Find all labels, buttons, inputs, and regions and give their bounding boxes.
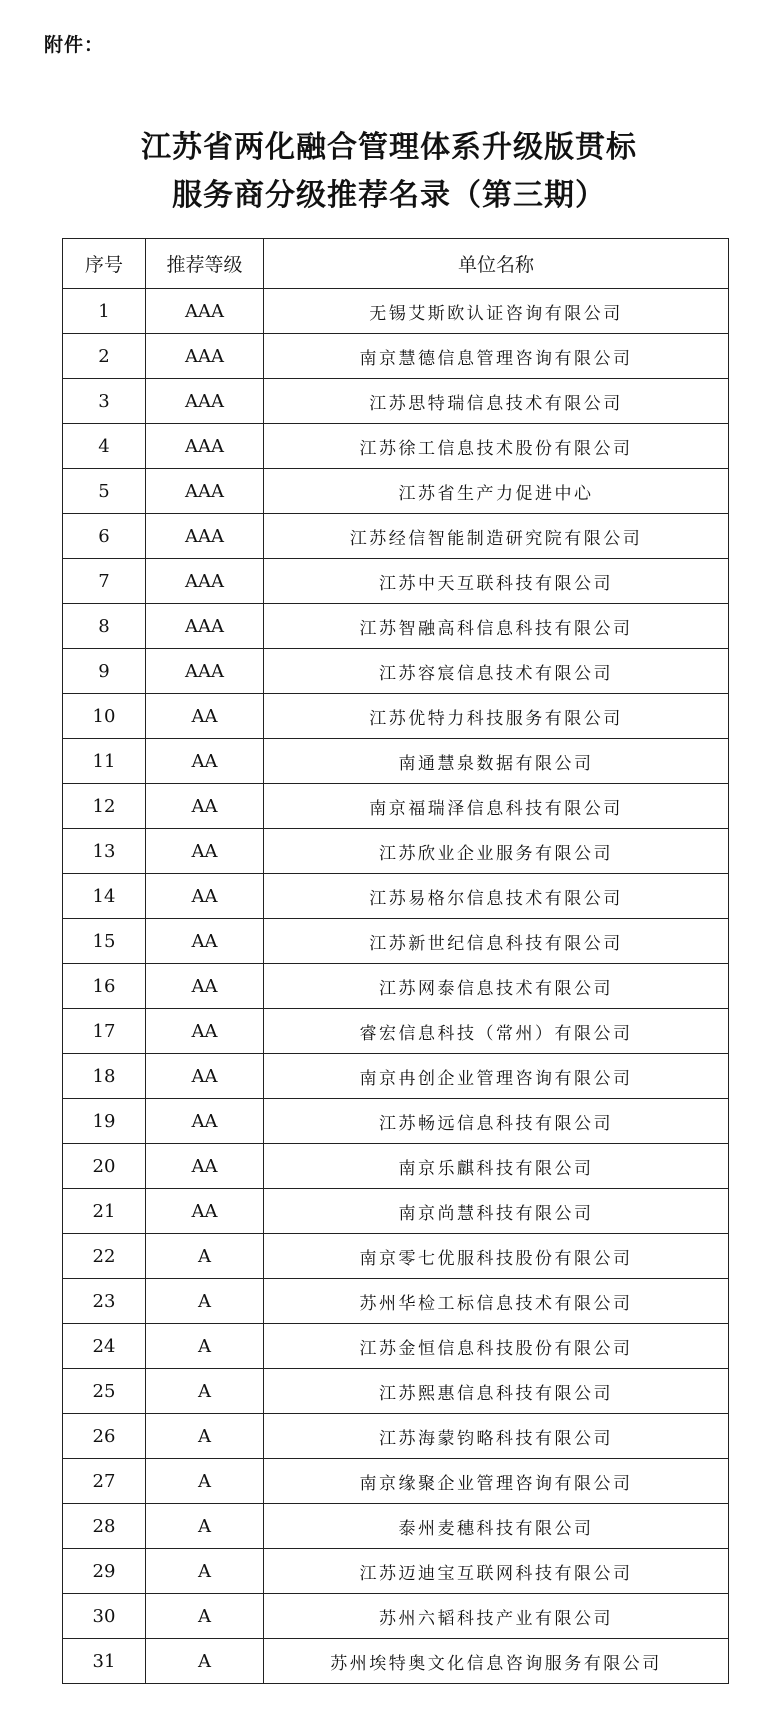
cell-name: 江苏中天互联科技有限公司 [264,559,729,604]
cell-name: 江苏优特力科技服务有限公司 [264,694,729,739]
cell-name: 江苏欣业企业服务有限公司 [264,829,729,874]
cell-level: A [146,1459,264,1504]
cell-level: AA [146,739,264,784]
cell-no: 2 [63,334,146,379]
cell-no: 24 [63,1324,146,1369]
cell-no: 7 [63,559,146,604]
cell-name: 江苏智融高科信息科技有限公司 [264,604,729,649]
cell-name: 南京福瑞泽信息科技有限公司 [264,784,729,829]
cell-level: AA [146,1189,264,1234]
cell-level: AAA [146,469,264,514]
cell-level: AAA [146,334,264,379]
cell-no: 9 [63,649,146,694]
table-row [63,919,729,964]
table-row [63,739,729,784]
attachment-label: 附件： [44,34,105,56]
cell-level: A [146,1414,264,1459]
table-row [63,694,729,739]
cell-level: AA [146,874,264,919]
cell-name: 南京乐麒科技有限公司 [264,1144,729,1189]
cell-name: 睿宏信息科技（常州）有限公司 [264,1009,729,1054]
cell-name: 江苏金恒信息科技股份有限公司 [264,1324,729,1369]
column-header-level: 推荐等级 [146,239,264,289]
table-row [63,1234,729,1279]
table-row [63,1639,729,1684]
table-row [63,1009,729,1054]
cell-level: AA [146,784,264,829]
table-row [63,1459,729,1504]
cell-level: A [146,1234,264,1279]
provider-table [62,238,729,1684]
table-row [63,649,729,694]
table-row [63,874,729,919]
cell-level: AAA [146,514,264,559]
table-row [63,1054,729,1099]
cell-level: AA [146,694,264,739]
cell-name: 苏州华检工标信息技术有限公司 [264,1279,729,1324]
cell-level: A [146,1369,264,1414]
cell-name: 南京缘聚企业管理咨询有限公司 [264,1459,729,1504]
cell-no: 14 [63,874,146,919]
table-row [63,469,729,514]
table-row [63,964,729,1009]
cell-name: 苏州埃特奥文化信息咨询服务有限公司 [264,1639,729,1684]
cell-no: 29 [63,1549,146,1594]
cell-name: 江苏畅远信息科技有限公司 [264,1099,729,1144]
table-body [63,289,729,1684]
table-row [63,829,729,874]
cell-no: 13 [63,829,146,874]
cell-no: 16 [63,964,146,1009]
cell-level: AA [146,1054,264,1099]
cell-name: 江苏网泰信息技术有限公司 [264,964,729,1009]
table-row [63,1414,729,1459]
cell-level: AA [146,1009,264,1054]
table-row [63,1504,729,1549]
cell-no: 30 [63,1594,146,1639]
cell-level: A [146,1279,264,1324]
table-row [63,784,729,829]
cell-name: 南京慧德信息管理咨询有限公司 [264,334,729,379]
cell-level: A [146,1594,264,1639]
cell-no: 11 [63,739,146,784]
cell-no: 15 [63,919,146,964]
table-row [63,289,729,334]
cell-level: A [146,1504,264,1549]
cell-name: 江苏经信智能制造研究院有限公司 [264,514,729,559]
table-row [63,1099,729,1144]
cell-no: 20 [63,1144,146,1189]
table-row [63,1144,729,1189]
cell-name: 江苏熙惠信息科技有限公司 [264,1369,729,1414]
column-header-no: 序号 [63,239,146,289]
cell-level: A [146,1549,264,1594]
cell-no: 26 [63,1414,146,1459]
cell-level: AAA [146,424,264,469]
cell-no: 5 [63,469,146,514]
cell-level: AAA [146,289,264,334]
cell-level: A [146,1639,264,1684]
cell-no: 25 [63,1369,146,1414]
cell-no: 28 [63,1504,146,1549]
cell-name: 江苏新世纪信息科技有限公司 [264,919,729,964]
cell-level: AAA [146,379,264,424]
table-row [63,559,729,604]
cell-name: 南京零七优服科技股份有限公司 [264,1234,729,1279]
cell-name: 南京冉创企业管理咨询有限公司 [264,1054,729,1099]
cell-no: 8 [63,604,146,649]
cell-level: AAA [146,649,264,694]
cell-level: AA [146,919,264,964]
cell-name: 南京尚慧科技有限公司 [264,1189,729,1234]
cell-name: 江苏徐工信息技术股份有限公司 [264,424,729,469]
cell-name: 无锡艾斯欧认证咨询有限公司 [264,289,729,334]
cell-no: 19 [63,1099,146,1144]
cell-name: 苏州六韬科技产业有限公司 [264,1594,729,1639]
table-row [63,424,729,469]
cell-name: 泰州麦穗科技有限公司 [264,1504,729,1549]
cell-no: 17 [63,1009,146,1054]
cell-no: 4 [63,424,146,469]
document-title-line-2: 服务商分级推荐名录（第三期） [172,178,606,213]
cell-no: 12 [63,784,146,829]
cell-level: AAA [146,604,264,649]
document-title-line-1: 江苏省两化融合管理体系升级版贯标 [141,130,637,165]
table-row [63,1549,729,1594]
cell-no: 3 [63,379,146,424]
table-row [63,604,729,649]
table-row [63,1279,729,1324]
table-row [63,1324,729,1369]
cell-name: 江苏迈迪宝互联网科技有限公司 [264,1549,729,1594]
cell-level: AA [146,1099,264,1144]
cell-name: 南通慧泉数据有限公司 [264,739,729,784]
cell-level: A [146,1324,264,1369]
cell-level: AA [146,829,264,874]
table-row [63,514,729,559]
cell-name: 江苏省生产力促进中心 [264,469,729,514]
cell-no: 27 [63,1459,146,1504]
table-row [63,334,729,379]
cell-no: 22 [63,1234,146,1279]
cell-no: 6 [63,514,146,559]
cell-name: 江苏易格尔信息技术有限公司 [264,874,729,919]
table-row [63,1594,729,1639]
column-header-name: 单位名称 [264,239,729,289]
cell-no: 31 [63,1639,146,1684]
cell-no: 21 [63,1189,146,1234]
cell-level: AAA [146,559,264,604]
cell-no: 23 [63,1279,146,1324]
cell-no: 10 [63,694,146,739]
cell-name: 江苏思特瑞信息技术有限公司 [264,379,729,424]
table-row [63,1369,729,1414]
cell-no: 1 [63,289,146,334]
cell-name: 江苏海蒙钧略科技有限公司 [264,1414,729,1459]
table-header-row [63,239,729,289]
cell-no: 18 [63,1054,146,1099]
table-row [63,379,729,424]
cell-name: 江苏容宸信息技术有限公司 [264,649,729,694]
cell-level: AA [146,1144,264,1189]
table-row [63,1189,729,1234]
cell-level: AA [146,964,264,1009]
